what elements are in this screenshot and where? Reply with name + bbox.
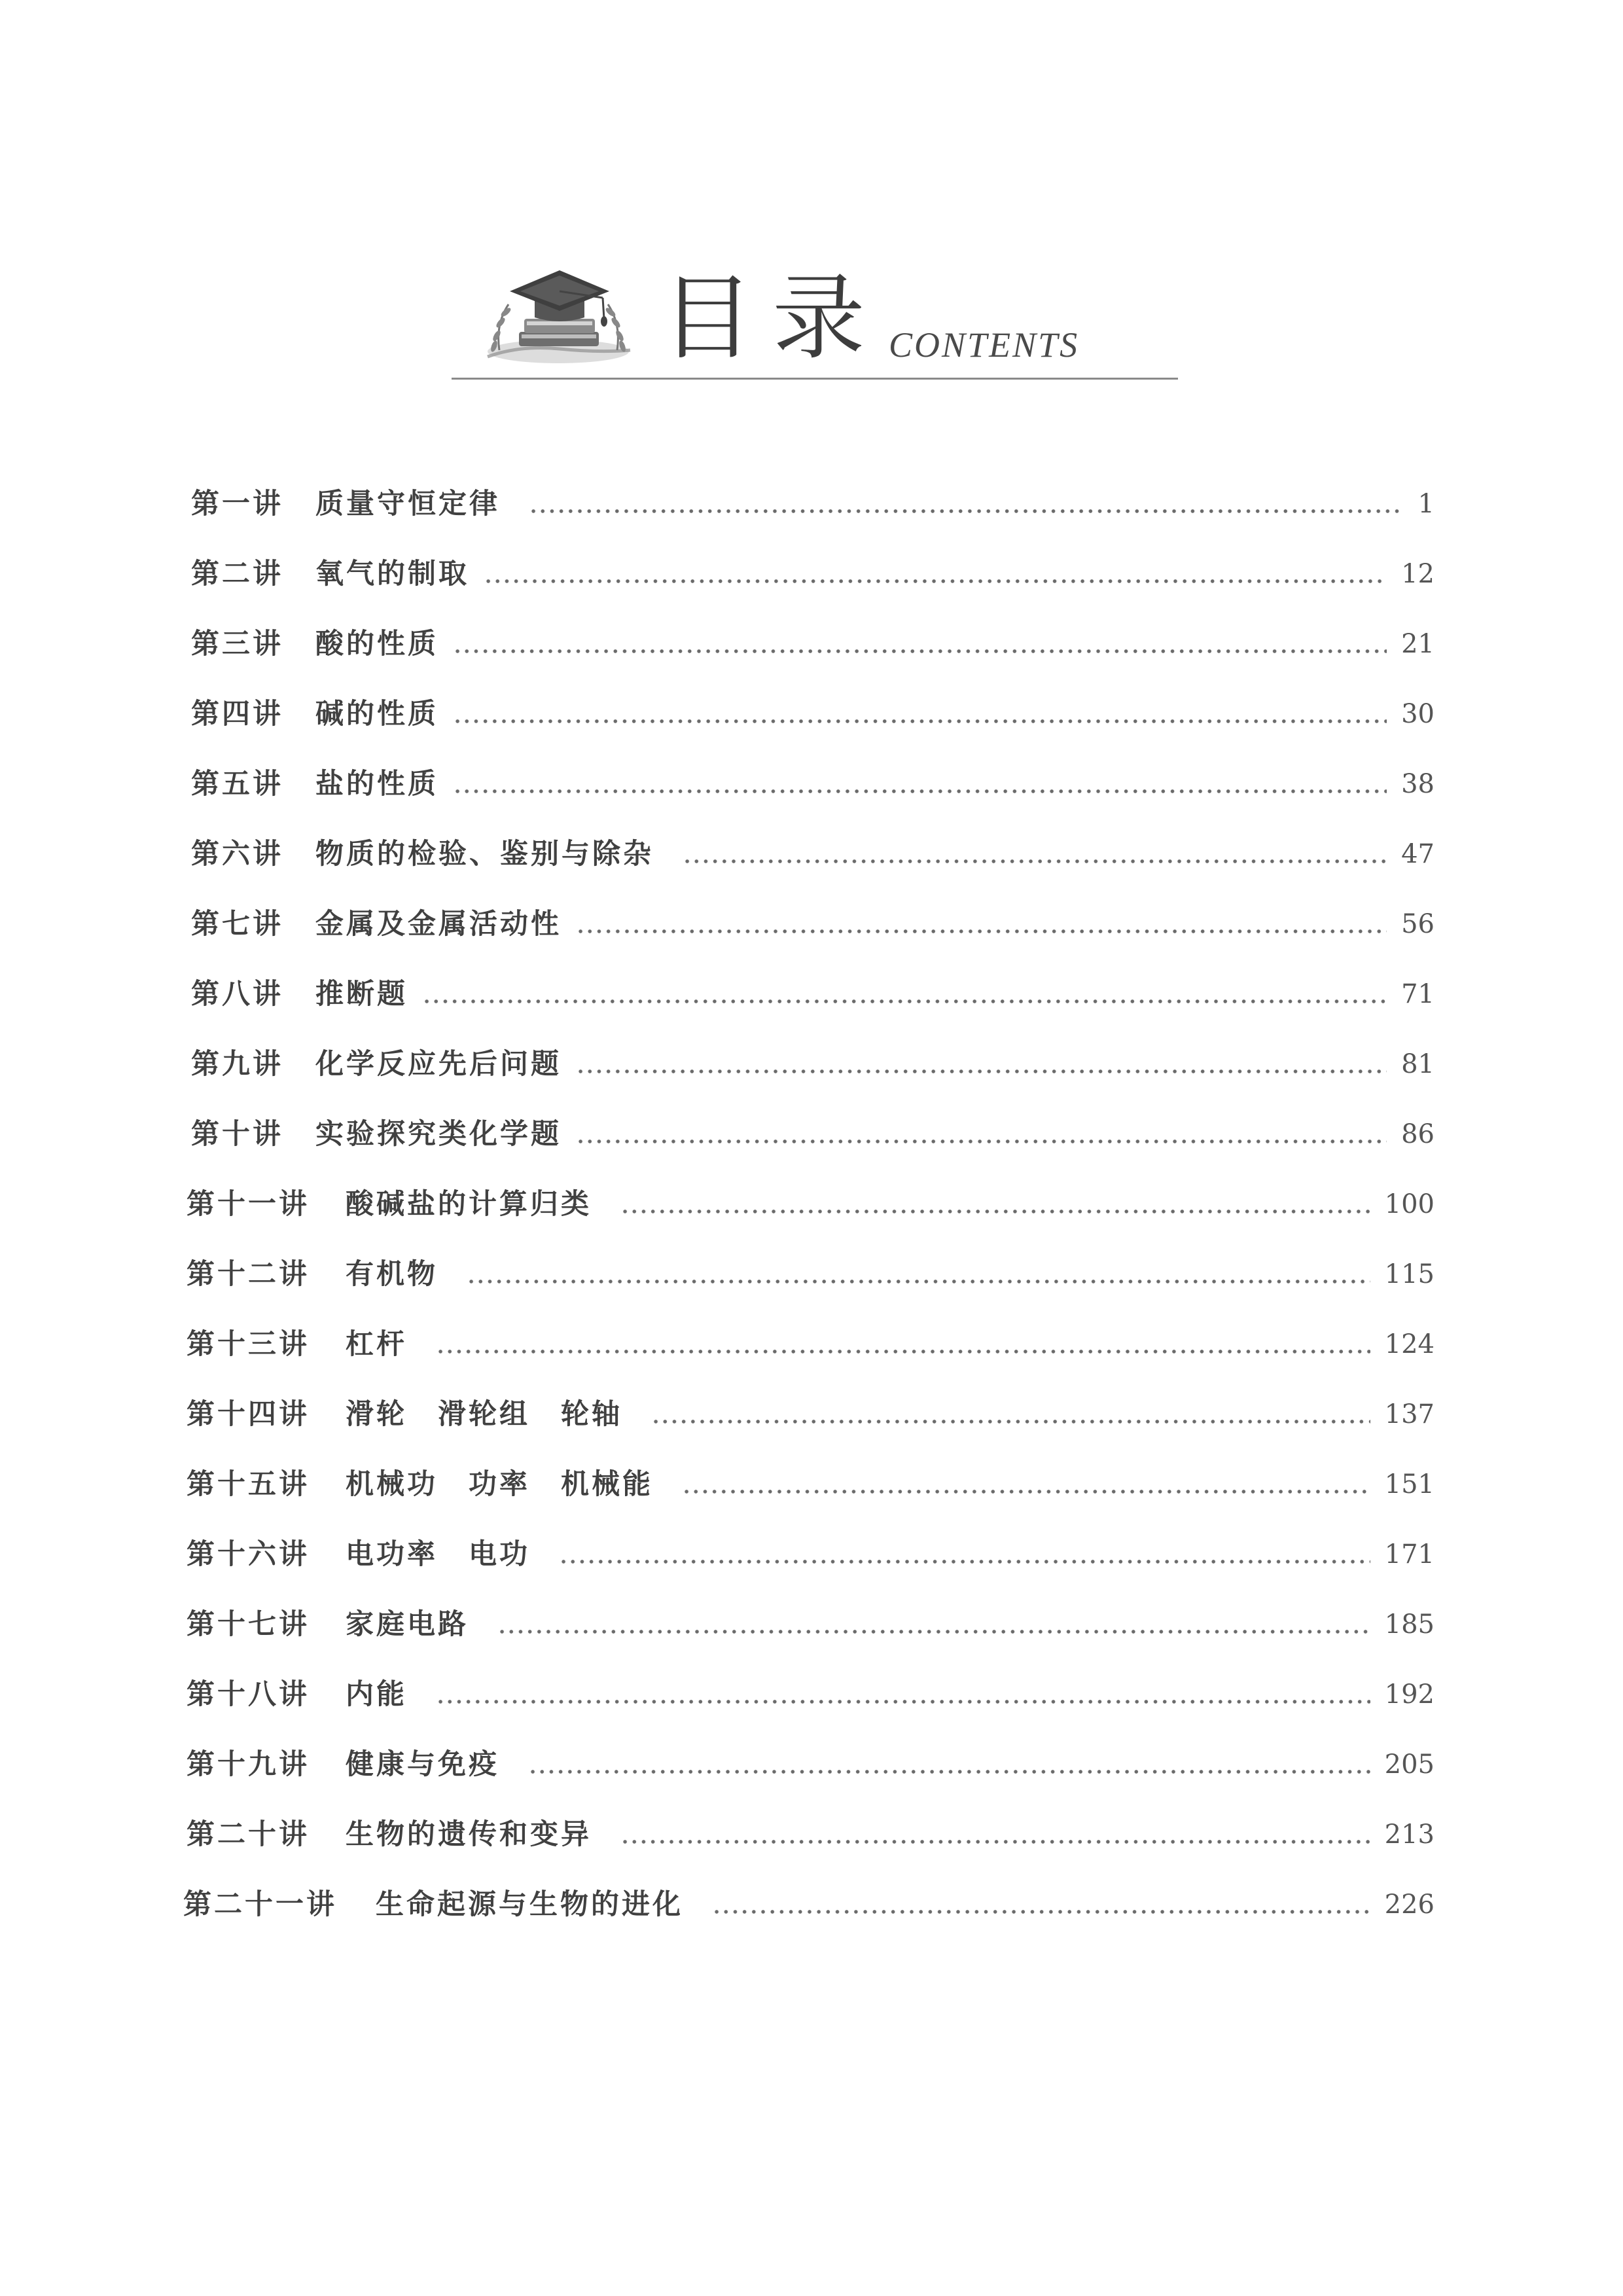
toc-topic: 碱的性质 [315, 698, 438, 730]
toc-topic: 有机物 [346, 1258, 438, 1291]
toc-lecture-number: 第十九讲 [187, 1748, 310, 1781]
toc-topic: 氧气的制取 [315, 558, 469, 590]
toc-lecture-number: 第四讲 [191, 698, 283, 730]
toc-entry[interactable] [191, 764, 1435, 804]
toc-lecture-number: 第九讲 [191, 1048, 283, 1081]
dot-leader [576, 1045, 1387, 1084]
dot-leader [651, 1395, 1370, 1434]
dot-leader [529, 484, 1404, 524]
toc-lecture-number: 第八讲 [191, 978, 283, 1011]
toc-lecture-number: 第二十讲 [187, 1818, 310, 1851]
toc-topic: 质量守恒定律 [315, 488, 500, 520]
toc-page-number: 171 [1384, 1539, 1435, 1570]
toc-lecture-number: 第二讲 [191, 558, 283, 590]
toc-lecture-number: 第十四讲 [187, 1398, 310, 1431]
toc-topic: 家庭电路 [346, 1608, 469, 1641]
toc-topic: 滑轮 滑轮组 轮轴 [346, 1398, 622, 1431]
toc-entry[interactable] [187, 1465, 1435, 1504]
page-title: 目录 [661, 264, 883, 372]
toc-entry[interactable] [187, 1395, 1435, 1434]
dot-leader [620, 1815, 1370, 1854]
toc-topic: 盐的性质 [315, 768, 438, 800]
toc-topic: 内能 [346, 1678, 407, 1711]
toc-lecture-number: 第十七讲 [187, 1608, 310, 1641]
page-subtitle: CONTENTS [889, 325, 1080, 365]
toc-topic: 酸的性质 [315, 628, 438, 660]
toc-lecture-number: 第七讲 [191, 908, 283, 941]
dot-leader [682, 1465, 1370, 1504]
toc-topic: 机械功 功率 机械能 [346, 1468, 653, 1501]
toc-page-number: 115 [1384, 1259, 1435, 1289]
toc-entry[interactable] [187, 1675, 1435, 1714]
dot-leader [576, 905, 1387, 944]
toc-entry[interactable] [191, 1115, 1435, 1154]
dot-leader [559, 1535, 1370, 1574]
dot-leader [422, 975, 1387, 1014]
dot-leader [453, 694, 1387, 734]
toc-topic: 生物的遗传和变异 [346, 1818, 592, 1851]
toc-topic: 物质的检验、鉴别与除杂 [315, 838, 654, 870]
toc-lecture-number: 第三讲 [191, 628, 283, 660]
toc-topic: 金属及金属活动性 [315, 908, 562, 941]
dot-leader [467, 1255, 1370, 1294]
toc-page-number: 137 [1384, 1399, 1435, 1429]
toc-entry[interactable] [187, 1535, 1435, 1574]
toc-lecture-number: 第二十一讲 [183, 1888, 337, 1921]
dot-leader [484, 554, 1387, 594]
dot-leader [712, 1885, 1370, 1924]
toc-topic: 杠杆 [346, 1328, 407, 1361]
toc-page-number: 81 [1401, 1049, 1435, 1079]
toc-lecture-number: 第十一讲 [187, 1188, 310, 1221]
toc-page-number: 185 [1384, 1609, 1435, 1640]
toc-entry[interactable] [191, 905, 1435, 944]
dot-leader [528, 1745, 1370, 1784]
toc-lecture-number: 第五讲 [191, 768, 283, 800]
toc-page-number: 30 [1401, 699, 1435, 729]
toc-lecture-number: 第十讲 [191, 1118, 283, 1151]
dot-leader [453, 624, 1387, 664]
toc-lecture-number: 第十三讲 [187, 1328, 310, 1361]
dot-leader [683, 834, 1387, 874]
dot-leader [576, 1115, 1387, 1154]
toc-page-number: 71 [1401, 979, 1435, 1009]
toc-entry[interactable] [183, 1885, 1435, 1924]
toc-page-number: 100 [1384, 1189, 1435, 1219]
toc-entry[interactable] [191, 975, 1435, 1014]
toc-lecture-number: 第十八讲 [187, 1678, 310, 1711]
toc-page-number: 21 [1401, 629, 1435, 659]
toc-topic: 酸碱盐的计算归类 [346, 1188, 592, 1221]
toc-topic: 实验探究类化学题 [315, 1118, 562, 1151]
toc-entry[interactable] [191, 1045, 1435, 1084]
toc-entry[interactable] [191, 834, 1435, 874]
dot-leader [497, 1605, 1370, 1644]
toc-page-number: 86 [1401, 1119, 1435, 1149]
toc-lecture-number: 第十二讲 [187, 1258, 310, 1291]
toc-page-number: 38 [1401, 769, 1435, 799]
toc-page-number: 205 [1384, 1749, 1435, 1780]
toc-entry[interactable] [191, 624, 1435, 664]
toc-page-number: 213 [1384, 1820, 1435, 1850]
toc-topic: 生命起源与生物的进化 [376, 1888, 683, 1921]
toc-page-number: 1 [1418, 489, 1435, 519]
toc-entry[interactable] [191, 554, 1435, 594]
toc-entry[interactable] [187, 1605, 1435, 1644]
toc-topic: 电功率 电功 [346, 1538, 530, 1571]
toc-entry[interactable] [187, 1325, 1435, 1364]
toc-page-number: 124 [1384, 1329, 1435, 1359]
toc-page-number: 12 [1401, 559, 1435, 589]
toc-entry[interactable] [187, 1815, 1435, 1854]
toc-entry[interactable] [187, 1745, 1435, 1784]
toc-page-number: 56 [1401, 909, 1435, 939]
toc-entry[interactable] [187, 1185, 1435, 1224]
toc-topic: 健康与免疫 [346, 1748, 499, 1781]
toc-entry[interactable] [187, 1255, 1435, 1294]
toc-page-number: 47 [1401, 839, 1435, 869]
toc-lecture-number: 第十六讲 [187, 1538, 310, 1571]
dot-leader [436, 1325, 1370, 1364]
toc-lecture-number: 第六讲 [191, 838, 283, 870]
toc-page-number: 226 [1384, 1890, 1435, 1920]
dot-leader [620, 1185, 1370, 1224]
toc-topic: 化学反应先后问题 [315, 1048, 562, 1081]
dot-leader [436, 1675, 1370, 1714]
toc-topic: 推断题 [315, 978, 408, 1011]
dot-leader [453, 764, 1387, 804]
toc-lecture-number: 第一讲 [191, 488, 283, 520]
toc-page-number: 151 [1384, 1469, 1435, 1499]
toc-page-number: 192 [1384, 1679, 1435, 1710]
toc-entry[interactable] [191, 484, 1435, 524]
toc-lecture-number: 第十五讲 [187, 1468, 310, 1501]
toc-entry[interactable] [191, 694, 1435, 734]
